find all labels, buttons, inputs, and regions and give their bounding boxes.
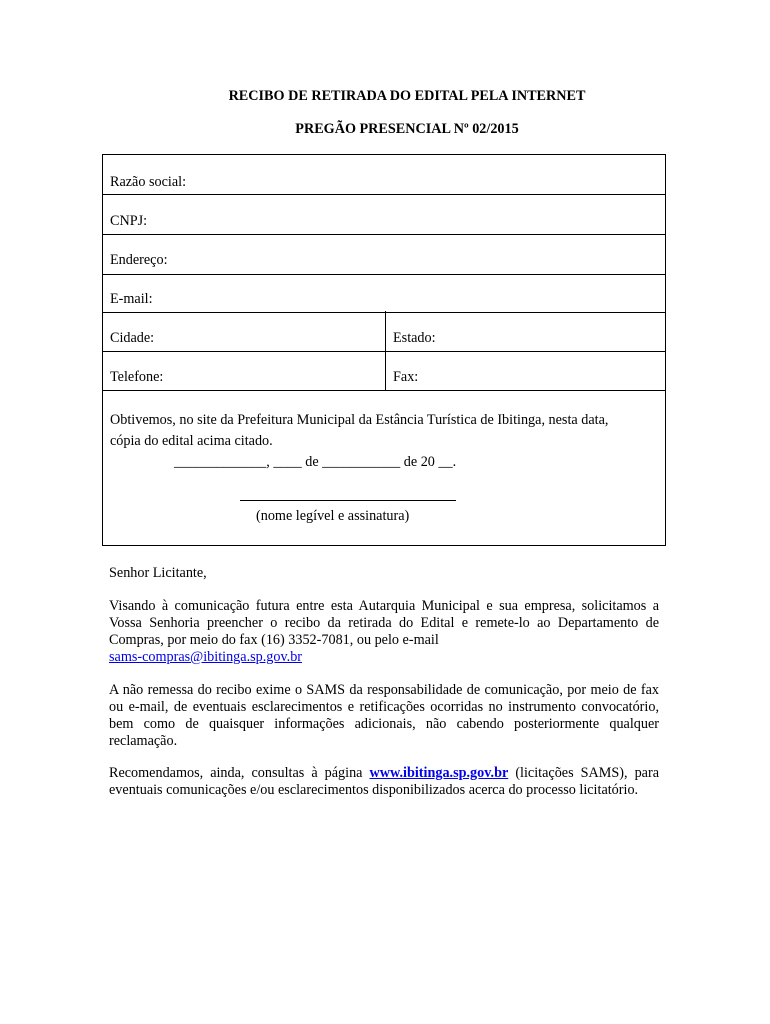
fax-label: Fax:	[393, 369, 419, 385]
form-row-email	[103, 273, 665, 313]
paragraph-instructions	[109, 598, 659, 666]
signature-caption: (nome legível e assinatura)	[256, 508, 410, 524]
email-label: E-mail:	[110, 291, 153, 307]
form-row-razao-social	[103, 155, 665, 195]
cnpj-label: CNPJ:	[110, 213, 148, 229]
document-subtitle: PREGÃO PRESENCIAL Nº 02/2015	[295, 121, 519, 137]
contact-email-link[interactable]: sams-compras@ibitinga.sp.gov.br	[109, 649, 303, 665]
statement-block	[110, 410, 608, 473]
cidade-label: Cidade:	[110, 330, 155, 346]
paragraph-recommendation	[109, 765, 659, 799]
form-row-cnpj	[103, 195, 665, 235]
statement-line-2: cópia do edital acima citado.	[110, 433, 273, 449]
paragraph-responsibility: A não remessa do recibo exime o SAMS da responsabilidade de comunicação, por meio de fax ou e-mail, de eventuais esclarecimentos e retificações ocorridas no instrumento convocatório, bem como de quaisquer informações adicionais, não cabendo posteriormente qualquer reclamação.	[109, 682, 659, 749]
greeting: Senhor Licitante,	[109, 565, 207, 581]
form-row-cidade-estado	[103, 312, 665, 352]
estado-label: Estado:	[393, 330, 436, 346]
column-divider	[385, 311, 386, 391]
endereco-label: Endereço:	[110, 252, 168, 268]
website-link[interactable]: www.ibitinga.sp.gov.br	[369, 765, 509, 781]
recommendation-text-after: (licitações SAMS), para eventuais comunicações e/ou esclarecimentos disponibilizados acerca do processo licitatório.	[109, 765, 659, 798]
document-title: RECIBO DE RETIRADA DO EDITAL PELA INTERNET	[228, 88, 586, 104]
receipt-form	[102, 154, 666, 546]
paragraph-instructions-text: Visando à comunicação futura entre esta Autarquia Municipal e sua empresa, solicitamos a Vossa Senhoria preencher o recibo da retirada do Edital e remete-lo ao Departamento de Compras, por meio do fax (16) 3352-7081, ou pelo e-mail	[109, 598, 659, 648]
telefone-label: Telefone:	[110, 369, 164, 385]
recommendation-text-before: Recomendamos, ainda, consultas à página	[109, 765, 363, 781]
razao-social-label: Razão social:	[110, 174, 187, 190]
form-row-telefone-fax	[103, 351, 665, 391]
date-line: _____________, ____ de ___________ de 20 __.	[174, 454, 457, 470]
signature-line	[240, 500, 456, 501]
form-row-endereco	[103, 235, 665, 275]
statement-line-1: Obtivemos, no site da Prefeitura Municipal da Estância Turística de Ibitinga, nesta data,	[110, 412, 609, 428]
